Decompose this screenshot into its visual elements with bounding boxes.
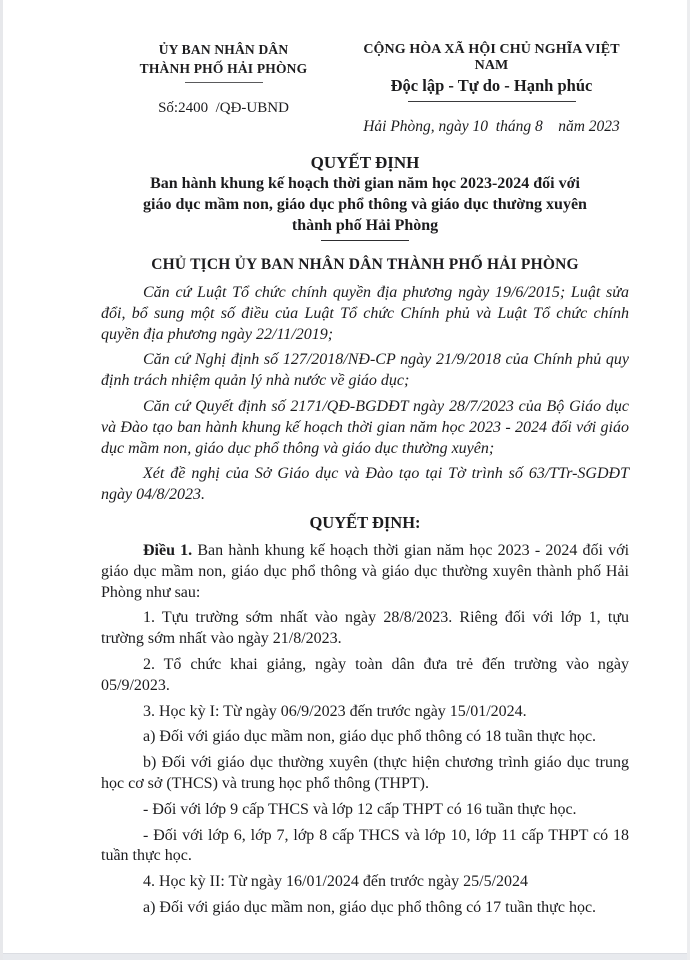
issuer-name-line1: ỦY BAN NHÂN DÂN (158, 42, 289, 57)
preamble-paragraph: Căn cứ Luật Tổ chức chính quyền địa phương ngày 19/6/2015; Luật sửa đổi, bổ sung một số điều của Luật Tổ chức Chính phủ và Luật Tổ chức chính quyền địa phương ngày 22/11/2019; (101, 284, 629, 343)
article-item: 4. Học kỳ II: Từ ngày 16/01/2024 đến trước ngày 25/5/2024 (143, 873, 529, 891)
preamble-paragraph: Xét đề nghị của Sở Giáo dục và Đào tạo tại Tờ trình số 63/TTr-SGDĐT ngày 04/8/2023. (101, 465, 629, 504)
issuer-underline (185, 82, 263, 83)
scan-bottom-edge (3, 953, 687, 960)
national-motto-line1: CỘNG HÒA XÃ HỘI CHỦ NGHĨA VIỆT NAM (363, 42, 620, 73)
issuer-name-line2: THÀNH PHỐ HẢI PHÒNG (139, 61, 308, 76)
national-motto-line2: Độc lập - Tự do - Hạnh phúc (390, 76, 593, 95)
preamble-paragraph: Căn cứ Quyết định số 2171/QĐ-BGDĐT ngày 28/7/2023 của Bộ Giáo dục và Đào tạo ban hành khung kế hoạch thời gian năm học 2023 - 2024 đối với giáo dục mầm non, giáo dục phổ thông và giáo dục thường xuyên; (101, 397, 629, 457)
title-line-3: thành phố Hải Phòng (291, 217, 439, 234)
national-block (346, 42, 629, 136)
document-body (101, 283, 629, 919)
article-item: 1. Tựu trường sớm nhất vào ngày 28/8/2023. Riêng đối với lớp 1, tựu trường sớm nhất vào ngày 21/8/2023. (101, 609, 629, 648)
title-line-2: giáo dục mầm non, giáo dục phổ thông và giáo dục thường xuyên (143, 196, 587, 213)
title-line-1: Ban hành khung kế hoạch thời gian năm học 2023-2024 đối với (150, 175, 580, 192)
article-1-label: Điều 1. (143, 541, 193, 559)
title-underline (321, 240, 409, 241)
signing-authority: CHỦ TỊCH ỦY BAN NHÂN DÂN THÀNH PHỐ HẢI PHÒNG (151, 256, 579, 273)
article-item: 3. Học kỳ I: Từ ngày 06/9/2023 đến trước ngày 15/01/2024. (143, 702, 527, 720)
motto-underline (408, 101, 576, 102)
decree-heading: QUYẾT ĐỊNH: (309, 512, 421, 532)
article-1-intro (101, 541, 629, 603)
article-item: b) Đối với giáo dục thường xuyên (thực hiện chương trình giáo dục trung học cơ sở (THCS) và trung học phổ thông (THPT). (101, 754, 629, 792)
title-block (101, 153, 629, 241)
document-number: Số:2400 /QĐ-UBND (158, 100, 289, 116)
document-content (3, 0, 687, 919)
preamble-paragraph: Căn cứ Nghị định số 127/2018/NĐ-CP ngày 21/9/2018 của Chính phủ quy định trách nhiệm quản lý nhà nước về giáo dục; (101, 351, 629, 390)
issuer-block (101, 42, 346, 117)
article-item: a) Đối với giáo dục mầm non, giáo dục phổ thông có 17 tuần thực học. (143, 898, 597, 916)
article-1-intro-text: Ban hành khung kế hoạch thời gian năm học 2023 - 2024 đối với giáo dục mầm non, giáo dục phổ thông và giáo dục thường xuyên thành phố Hải Phòng như sau: (101, 541, 630, 601)
place-date-line: Hải Phòng, ngày 10 tháng 8 năm 2023 (363, 118, 620, 135)
article-item: 2. Tổ chức khai giảng, ngày toàn dân đưa trẻ đến trường vào ngày 05/9/2023. (101, 655, 629, 694)
article-item: a) Đối với giáo dục mầm non, giáo dục phổ thông có 18 tuần thực học. (143, 728, 597, 746)
article-item: - Đối với lớp 9 cấp THCS và lớp 12 cấp THPT có 16 tuần thực học. (143, 800, 577, 818)
article-item: - Đối với lớp 6, lớp 7, lớp 8 cấp THCS và lớp 10, lớp 11 cấp THPT có 18 tuần thực học. (101, 826, 629, 865)
document-header (101, 42, 629, 136)
decision-heading: QUYẾT ĐỊNH (310, 153, 420, 172)
